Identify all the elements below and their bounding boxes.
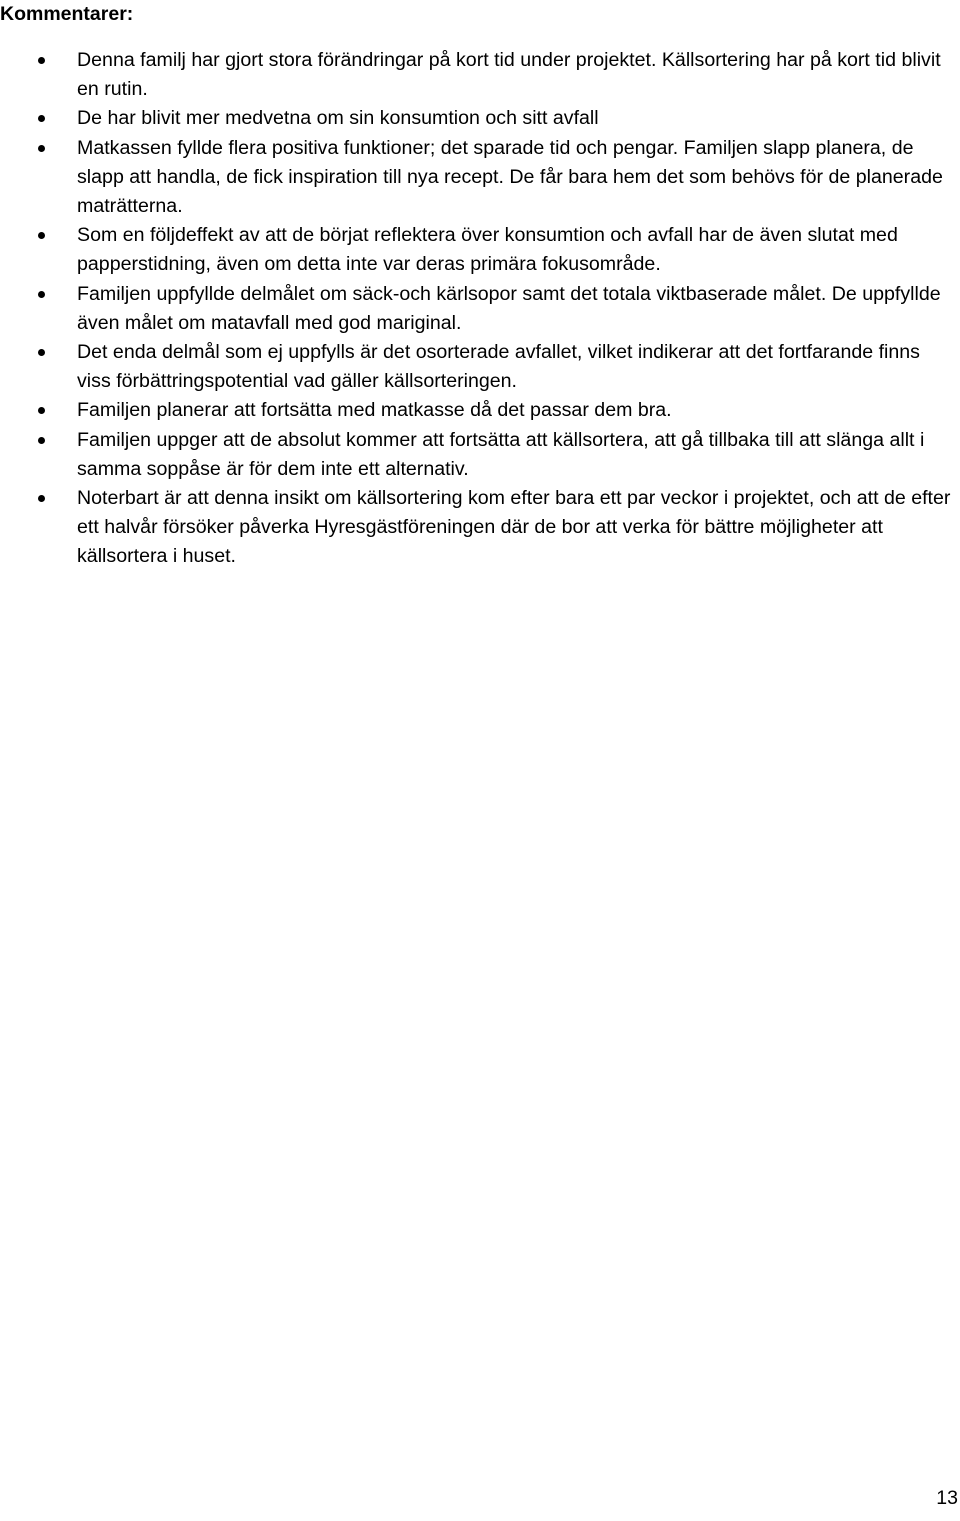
list-item [0,104,960,133]
comment-list [0,46,960,572]
list-item [0,46,960,104]
list-item [0,396,960,425]
list-item-text: Familjen planerar att fortsätta med matkasse då det passar dem bra. [77,399,672,422]
list-item-text: Noterbart är att denna insikt om källsortering kom efter bara ett par veckor i projektet, och att de efter ett halvår försöker påverka Hyresgästföreningen där de bor att verka för bättre möjligheter att källsortera i huset. [77,487,951,568]
list-item [0,280,960,338]
list-item-text: Familjen uppfyllde delmålet om säck-och kärlsopor samt det totala viktbaserade målet. De uppfyllde även målet om matavfall med god mariginal. [77,282,941,334]
section-heading: Kommentarer: [0,3,134,25]
list-item-text: Matkassen fyllde flera positiva funktioner; det sparade tid och pengar. Familjen slapp planera, de slapp att handla, de fick inspiration till nya recept. De får bara hem det som behövs för de planerade maträtterna. [77,136,943,218]
list-item-text: Familjen uppger att de absolut kommer att fortsätta att källsortera, att gå tillbaka till att slänga allt i samma soppåse är för dem inte ett alternativ. [77,428,925,480]
list-item [0,426,960,484]
bullet-icon [38,145,45,152]
bullet-icon [38,495,45,502]
bullet-icon [38,437,45,444]
list-item [0,338,960,396]
bullet-icon [38,349,45,356]
list-item [0,221,960,279]
page-number: 13 [936,1487,958,1509]
bullet-icon [38,57,45,64]
bullet-icon [38,232,45,239]
list-item-text: De har blivit mer medvetna om sin konsumtion och sitt avfall [77,107,599,130]
list-item-text: Denna familj har gjort stora förändringar på kort tid under projektet. Källsortering har på kort tid blivit en rutin. [77,49,941,101]
list-item-text: Det enda delmål som ej uppfylls är det osorterade avfallet, vilket indikerar att det fortfarande finns viss förbättringspotential vad gäller källsorteringen. [77,341,920,393]
list-item [0,134,960,222]
bullet-icon [38,291,45,298]
bullet-icon [38,407,45,414]
list-item-text: Som en följdeffekt av att de börjat reflektera över konsumtion och avfall har de även slutat med papperstidning, även om detta inte var deras primära fokusområde. [77,224,898,276]
list-item [0,484,960,572]
bullet-icon [38,115,45,122]
